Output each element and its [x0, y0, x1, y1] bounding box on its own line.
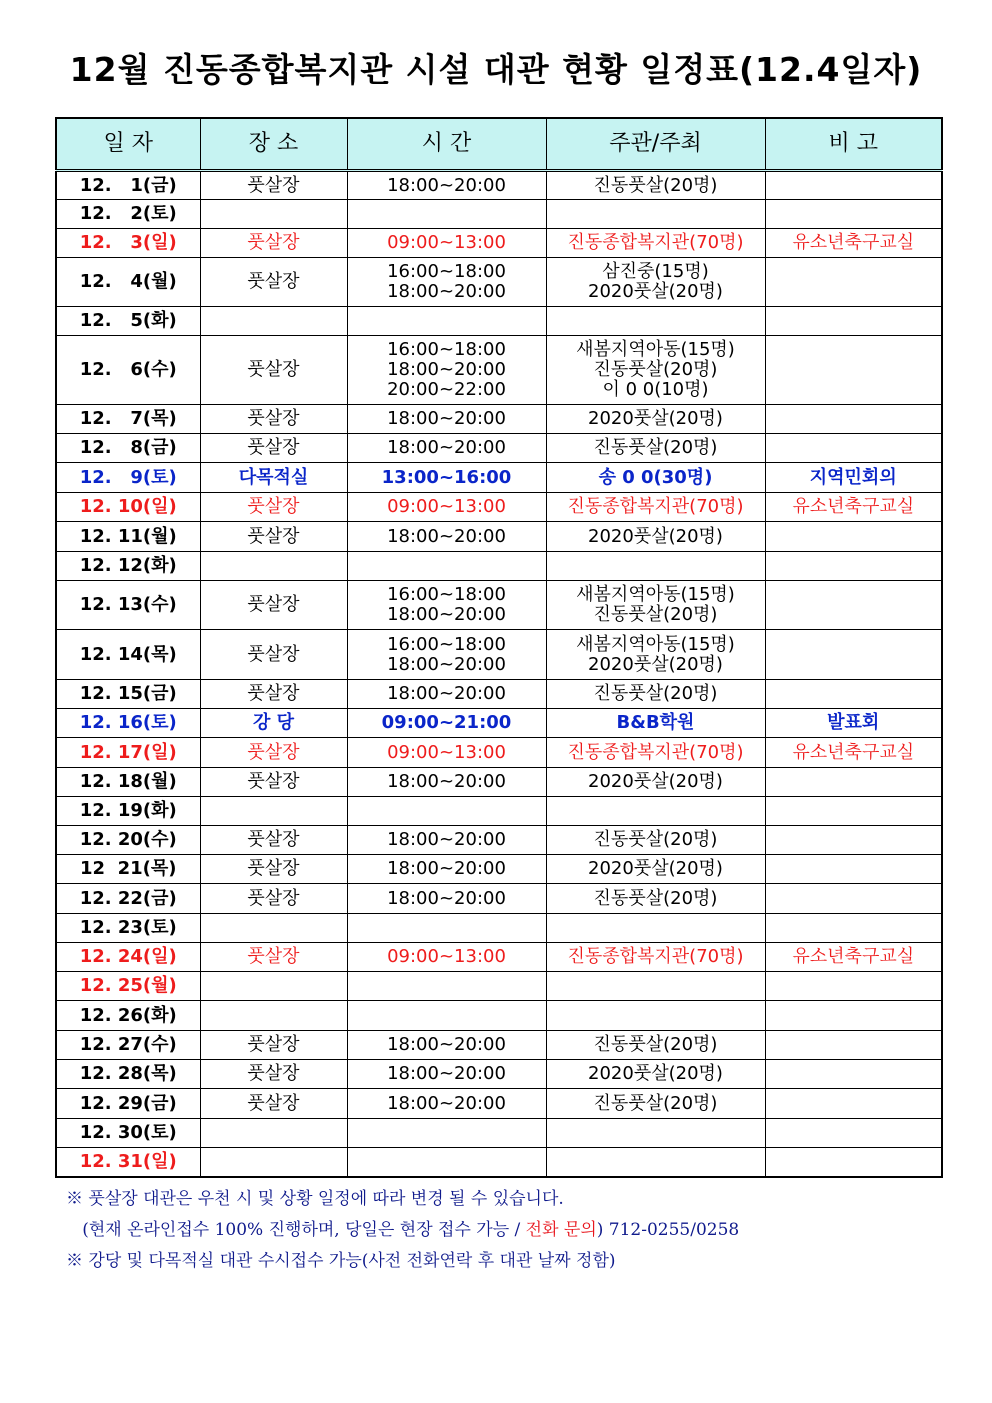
row-time: 18:00~20:00: [347, 171, 546, 200]
row-note: [765, 552, 942, 581]
row-organizer: 진동종합복지관(70명): [546, 738, 765, 768]
table-row: [56, 972, 942, 1001]
table-row: [56, 768, 942, 797]
row-organizer: 송 0 0(30명): [546, 463, 765, 493]
table-row: [56, 1031, 942, 1060]
row-date: 12. 12(화): [56, 552, 200, 581]
row-note: [765, 1148, 942, 1177]
row-note: [765, 855, 942, 884]
row-date: 12. 22(금): [56, 884, 200, 914]
row-note: [765, 826, 942, 855]
row-date: 12. 31(일): [56, 1148, 200, 1177]
row-time: 09:00~13:00: [347, 943, 546, 972]
row-time: 18:00~20:00: [347, 1060, 546, 1089]
row-time: 18:00~20:00: [347, 884, 546, 914]
table-row: [56, 434, 942, 463]
row-date: 12. 2(토): [56, 200, 200, 229]
row-note: 유소년축구교실: [765, 943, 942, 972]
row-date: 12. 5(화): [56, 307, 200, 336]
row-organizer: 2020풋살(20명): [546, 1060, 765, 1089]
row-date: 12. 28(목): [56, 1060, 200, 1089]
row-organizer: 2020풋살(20명): [546, 522, 765, 552]
table-row: [56, 200, 942, 229]
row-time: 18:00~20:00: [347, 405, 546, 434]
row-note: [765, 307, 942, 336]
row-place: [200, 200, 347, 229]
row-time: 18:00~20:00: [347, 434, 546, 463]
row-note: [765, 797, 942, 826]
row-time: 09:00~13:00: [347, 493, 546, 522]
row-organizer: 진동풋살(20명): [546, 171, 765, 200]
row-time: [347, 797, 546, 826]
row-place: 풋살장: [200, 1031, 347, 1060]
row-place: 풋살장: [200, 943, 347, 972]
row-time: 16:00~18:00 18:00~20:00 20:00~22:00: [347, 336, 546, 405]
row-organizer: [546, 1148, 765, 1177]
table-row: [56, 884, 942, 914]
row-place: [200, 1148, 347, 1177]
note-phone-number: ) 712-0255/0258: [596, 1220, 740, 1240]
row-time: 13:00~16:00: [347, 463, 546, 493]
row-note: [765, 884, 942, 914]
row-date: 12. 15(금): [56, 680, 200, 709]
row-organizer: [546, 307, 765, 336]
row-note: [765, 914, 942, 943]
row-note: 유소년축구교실: [765, 738, 942, 768]
header-time: 시 간: [347, 118, 546, 171]
row-note: 유소년축구교실: [765, 493, 942, 522]
row-place: [200, 1001, 347, 1031]
row-time: [347, 1119, 546, 1148]
page-title: 12월 진동종합복지관 시설 대관 현황 일정표(12.4일자): [69, 50, 923, 89]
table-row: [56, 797, 942, 826]
row-date: 12. 1(금): [56, 171, 200, 200]
row-organizer: 2020풋살(20명): [546, 405, 765, 434]
row-organizer: 진동풋살(20명): [546, 826, 765, 855]
table-row: [56, 493, 942, 522]
row-date: 12. 25(월): [56, 972, 200, 1001]
row-place: [200, 972, 347, 1001]
row-note: [765, 972, 942, 1001]
row-date: 12. 26(화): [56, 1001, 200, 1031]
note-rain: ※ 풋살장 대관은 우천 시 및 상황 일정에 따라 변경 될 수 있습니다.: [66, 1189, 564, 1209]
row-time: [347, 914, 546, 943]
row-time: 18:00~20:00: [347, 680, 546, 709]
row-time: 09:00~13:00: [347, 229, 546, 258]
row-time: 18:00~20:00: [347, 1089, 546, 1119]
table-row: [56, 552, 942, 581]
row-organizer: 삼진중(15명) 2020풋살(20명): [546, 258, 765, 307]
row-place: 풋살장: [200, 1089, 347, 1119]
row-note: [765, 1089, 942, 1119]
table-row: [56, 405, 942, 434]
row-date: 12. 30(토): [56, 1119, 200, 1148]
row-place: 풋살장: [200, 229, 347, 258]
row-time: 09:00~13:00: [347, 738, 546, 768]
row-organizer: 새봄지역아동(15명) 2020풋살(20명): [546, 630, 765, 680]
table-row: [56, 826, 942, 855]
row-organizer: 2020풋살(20명): [546, 768, 765, 797]
row-time: 18:00~20:00: [347, 855, 546, 884]
table-row: [56, 914, 942, 943]
row-time: 18:00~20:00: [347, 826, 546, 855]
table-header-row: [56, 118, 942, 171]
schedule-table: [55, 117, 943, 1178]
row-place: 풋살장: [200, 405, 347, 434]
row-time: 18:00~20:00: [347, 768, 546, 797]
row-date: 12. 13(수): [56, 581, 200, 630]
row-date: 12. 29(금): [56, 1089, 200, 1119]
row-time: 16:00~18:00 18:00~20:00: [347, 581, 546, 630]
table-row: [56, 855, 942, 884]
row-place: [200, 307, 347, 336]
row-time: 18:00~20:00: [347, 522, 546, 552]
header-organizer: 주관/주최: [546, 118, 765, 171]
row-organizer: [546, 200, 765, 229]
row-organizer: 진동풋살(20명): [546, 434, 765, 463]
row-note: [765, 171, 942, 200]
row-place: 풋살장: [200, 738, 347, 768]
row-organizer: [546, 914, 765, 943]
table-row: [56, 630, 942, 680]
row-place: 풋살장: [200, 768, 347, 797]
row-date: 12. 9(토): [56, 463, 200, 493]
row-note: [765, 522, 942, 552]
row-organizer: 진동풋살(20명): [546, 1089, 765, 1119]
row-organizer: [546, 552, 765, 581]
row-date: 12. 19(화): [56, 797, 200, 826]
header-note: 비 고: [765, 118, 942, 171]
row-place: [200, 1119, 347, 1148]
row-date: 12. 24(일): [56, 943, 200, 972]
row-date: 12. 16(토): [56, 709, 200, 738]
header-place: 장 소: [200, 118, 347, 171]
row-note: [765, 200, 942, 229]
row-date: 12. 20(수): [56, 826, 200, 855]
row-time: [347, 552, 546, 581]
row-note: [765, 1001, 942, 1031]
table-row: [56, 258, 942, 307]
row-organizer: 진동풋살(20명): [546, 1031, 765, 1060]
row-time: [347, 200, 546, 229]
row-note: [765, 405, 942, 434]
row-organizer: [546, 797, 765, 826]
row-note: [765, 434, 942, 463]
row-place: [200, 797, 347, 826]
table-row: [56, 1089, 942, 1119]
row-place: 풋살장: [200, 826, 347, 855]
header-date: 일 자: [56, 118, 200, 171]
row-time: [347, 1148, 546, 1177]
row-place: 풋살장: [200, 493, 347, 522]
table-row: [56, 1001, 942, 1031]
row-organizer: 진동풋살(20명): [546, 680, 765, 709]
row-place: [200, 552, 347, 581]
table-row: [56, 1119, 942, 1148]
table-row: [56, 943, 942, 972]
row-place: 풋살장: [200, 884, 347, 914]
row-organizer: 새봄지역아동(15명) 진동풋살(20명): [546, 581, 765, 630]
row-date: 12. 27(수): [56, 1031, 200, 1060]
row-time: [347, 307, 546, 336]
note-online-text: (현재 온라인접수 100% 진행하며, 당일은 현장 접수 가능 /: [66, 1220, 526, 1240]
row-organizer: 진동풋살(20명): [546, 884, 765, 914]
row-organizer: 진동종합복지관(70명): [546, 493, 765, 522]
note-phone-inquiry: 전화 문의: [525, 1220, 597, 1240]
row-place: 풋살장: [200, 1060, 347, 1089]
table-row: [56, 336, 942, 405]
row-place: 풋살장: [200, 522, 347, 552]
row-date: 12 21(목): [56, 855, 200, 884]
note-hall: ※ 강당 및 다목적실 대관 수시접수 가능(사전 전화연락 후 대관 날짜 정함): [66, 1251, 616, 1271]
row-note: 유소년축구교실: [765, 229, 942, 258]
row-note: [765, 581, 942, 630]
row-place: 풋살장: [200, 434, 347, 463]
table-row: [56, 581, 942, 630]
schedule-rows: [56, 171, 942, 1177]
row-date: 12. 18(월): [56, 768, 200, 797]
row-organizer: [546, 1001, 765, 1031]
row-date: 12. 23(토): [56, 914, 200, 943]
row-date: 12. 3(일): [56, 229, 200, 258]
row-date: 12. 7(목): [56, 405, 200, 434]
row-date: 12. 6(수): [56, 336, 200, 405]
row-organizer: [546, 972, 765, 1001]
table-row: [56, 229, 942, 258]
row-place: 풋살장: [200, 630, 347, 680]
row-note: [765, 768, 942, 797]
table-row: [56, 680, 942, 709]
row-organizer: B&B학원: [546, 709, 765, 738]
row-date: 12. 10(일): [56, 493, 200, 522]
row-date: 12. 17(일): [56, 738, 200, 768]
row-place: [200, 914, 347, 943]
table-row: [56, 463, 942, 493]
notes-section: [66, 1184, 946, 1277]
row-note: 지역민회의: [765, 463, 942, 493]
row-place: 풋살장: [200, 680, 347, 709]
row-organizer: 진동종합복지관(70명): [546, 943, 765, 972]
row-note: [765, 1060, 942, 1089]
row-place: 강 당: [200, 709, 347, 738]
row-place: 풋살장: [200, 581, 347, 630]
row-note: [765, 1119, 942, 1148]
row-place: 풋살장: [200, 171, 347, 200]
table-row: [56, 709, 942, 738]
row-place: 다목적실: [200, 463, 347, 493]
row-organizer: 새봄지역아동(15명) 진동풋살(20명) 이 0 0(10명): [546, 336, 765, 405]
table-row: [56, 307, 942, 336]
row-time: 16:00~18:00 18:00~20:00: [347, 258, 546, 307]
table-row: [56, 171, 942, 200]
row-date: 12. 4(월): [56, 258, 200, 307]
row-organizer: 진동종합복지관(70명): [546, 229, 765, 258]
row-place: 풋살장: [200, 336, 347, 405]
row-note: [765, 258, 942, 307]
row-note: [765, 630, 942, 680]
row-organizer: [546, 1119, 765, 1148]
table-row: [56, 738, 942, 768]
row-time: 09:00~21:00: [347, 709, 546, 738]
row-time: [347, 1001, 546, 1031]
table-row: [56, 1148, 942, 1177]
row-note: 발표회: [765, 709, 942, 738]
row-organizer: 2020풋살(20명): [546, 855, 765, 884]
row-place: 풋살장: [200, 258, 347, 307]
row-date: 12. 14(목): [56, 630, 200, 680]
row-date: 12. 11(월): [56, 522, 200, 552]
row-note: [765, 1031, 942, 1060]
note-online: [66, 1215, 946, 1246]
row-date: 12. 8(금): [56, 434, 200, 463]
row-note: [765, 680, 942, 709]
row-place: 풋살장: [200, 855, 347, 884]
row-note: [765, 336, 942, 405]
table-row: [56, 1060, 942, 1089]
row-time: [347, 972, 546, 1001]
row-time: 18:00~20:00: [347, 1031, 546, 1060]
table-row: [56, 522, 942, 552]
row-time: 16:00~18:00 18:00~20:00: [347, 630, 546, 680]
